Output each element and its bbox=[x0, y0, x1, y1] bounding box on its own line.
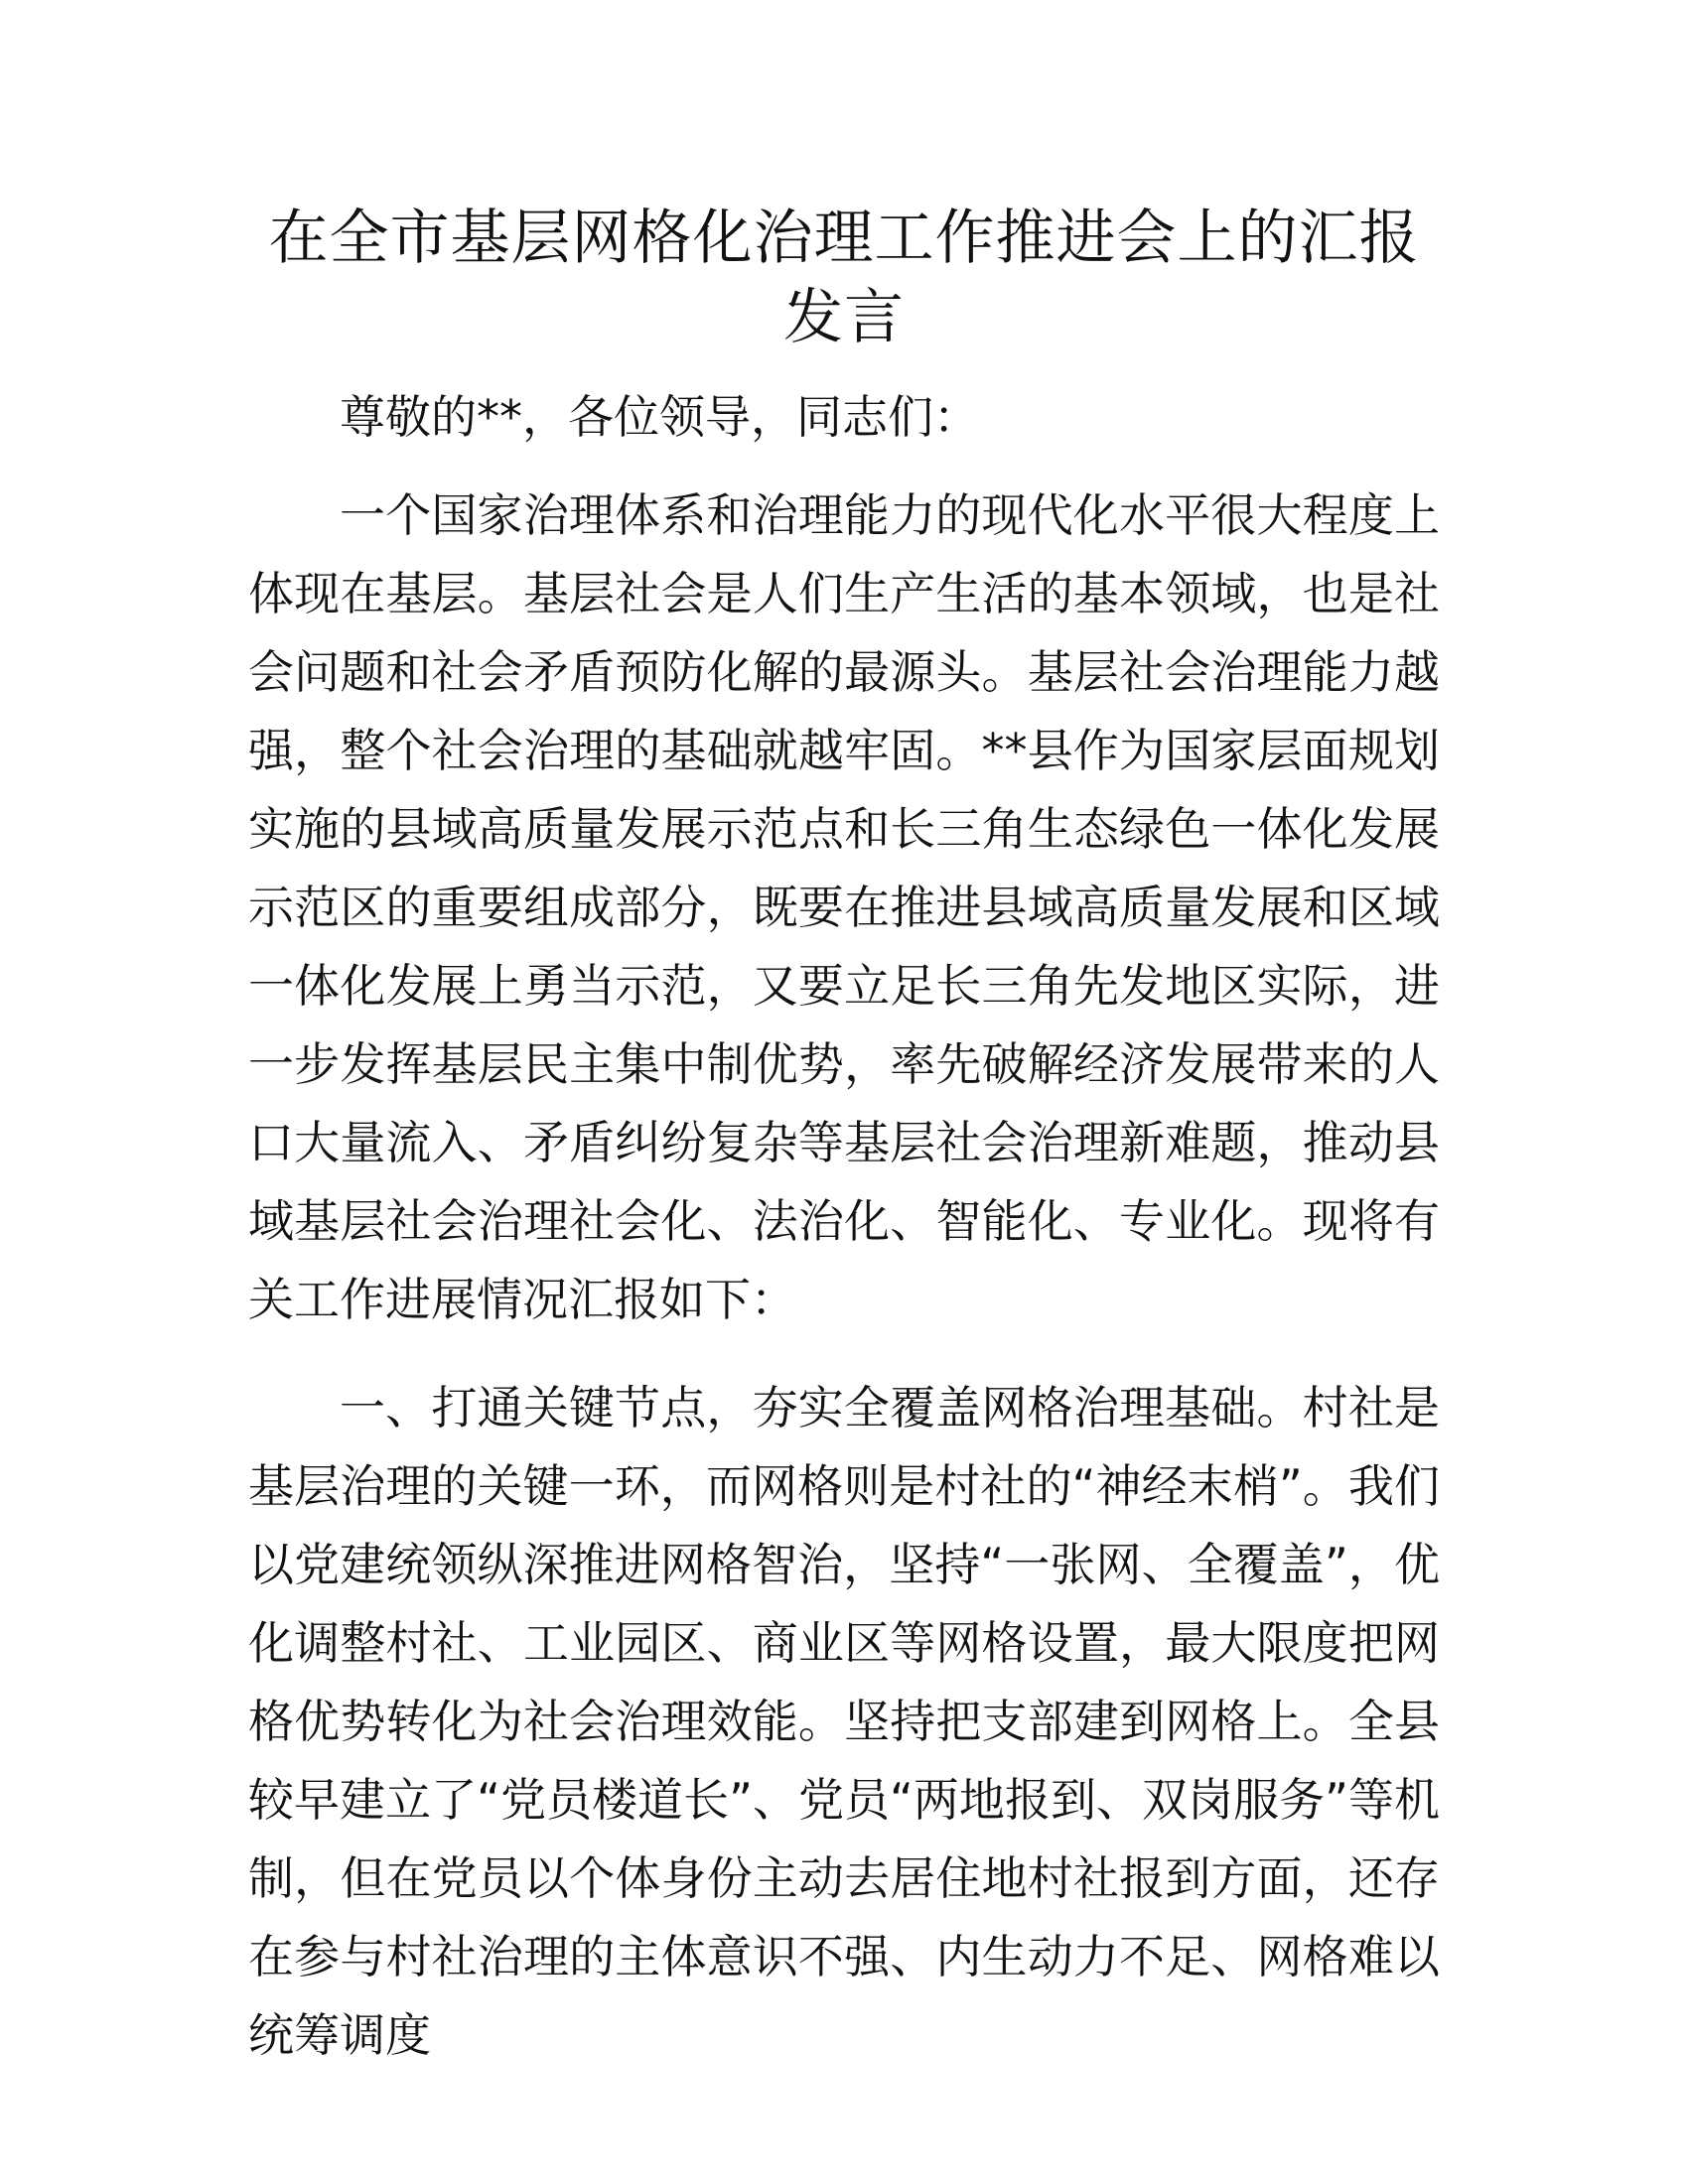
paragraph-intro: 一个国家治理体系和治理能力的现代化水平很大程度上体现在基层。基层社会是人们生产生活的基本领域，也是社会问题和社会矛盾预防化解的最源头。基层社会治理能力越强，整个社会治理的基础就越牢固。**县作为国家层面规划实施的县域高质量发展示范点和长三角生态绿色一体化发展示范区的重要组成部分，既要在推进县域高质量发展和区域一体化发展上勇当示范，又要立足长三角先发地区实际，进一步发挥基层民主集中制优势，率先破解经济发展带来的人口大量流入、矛盾纠纷复杂等基层社会治理新难题，推动县域基层社会治理社会化、法治化、智能化、专业化。现将有关工作进展情况汇报如下： bbox=[248, 488, 1440, 1326]
paragraph-section-one: 一、打通关键节点，夯实全覆盖网格治理基础。村社是基层治理的关键一环，而网格则是村社的“神经末梢”。我们以党建统领纵深推进网格智治，坚持“一张网、全覆盖”，优化调整村社、工业园区、商业区等网格设置，最大限度把网格优势转化为社会治理效能。坚持把支部建到网格上。全县较早建立了“党员楼道长”、党员“两地报到、双岗服务”等机制，但在党员以个体身份主动去居住地村社报到方面，还存在参与村社治理的主体意识不强、内生动力不足、网格难以统筹调度 bbox=[248, 1381, 1440, 2062]
salutation: 尊敬的**，各位领导，同志们： bbox=[340, 390, 979, 444]
document-body bbox=[248, 477, 1440, 2105]
document-title: 在全市基层网格化治理工作推进会上的汇报发言 bbox=[268, 204, 1420, 352]
